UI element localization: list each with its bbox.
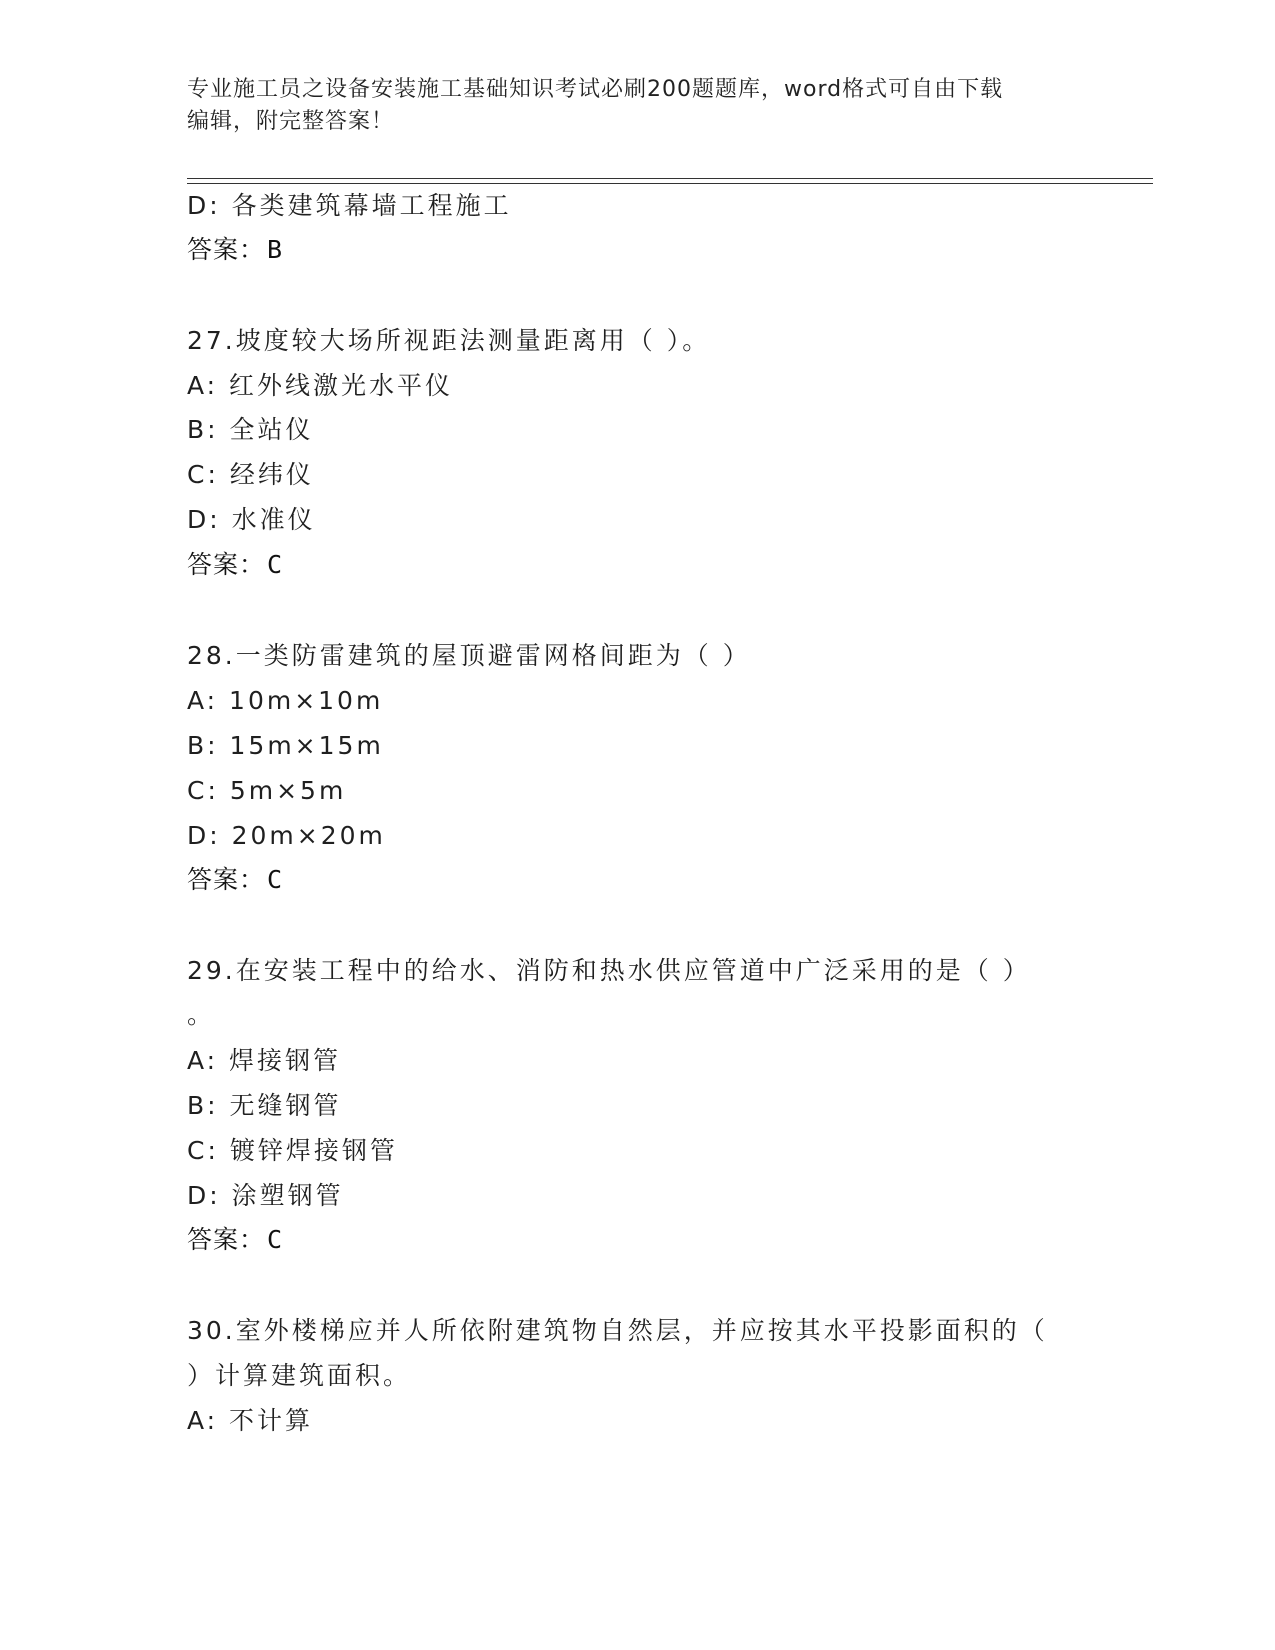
q27-stem: 27.坡度较大场所视距法测量距离用（ ）。	[187, 326, 711, 355]
answer-label: 答案：	[187, 865, 266, 894]
header-divider-top	[187, 178, 1153, 179]
q27-option-c: C: 经纬仪	[187, 460, 314, 489]
answer-label: 答案：	[187, 1225, 266, 1254]
q29-answer	[187, 1224, 282, 1256]
document-header	[187, 74, 1067, 138]
answer-value: C	[267, 1225, 283, 1254]
prev-option-d: D: 各类建筑幕墙工程施工	[187, 191, 512, 220]
q30-stem-line-1: 30.室外楼梯应并人所依附建筑物自然层，并应按其水平投影面积的（	[187, 1316, 1048, 1345]
q28-option-b: B: 15m×15m	[187, 731, 384, 760]
q27-option-d: D: 水准仪	[187, 505, 316, 534]
header-divider-bottom	[187, 183, 1153, 184]
q28-option-a: A: 10m×10m	[187, 686, 384, 715]
q29-stem-line-1: 29.在安装工程中的给水、消防和热水供应管道中广泛采用的是（ ）	[187, 956, 1031, 985]
q27-option-b: B: 全站仪	[187, 415, 314, 444]
q28-stem: 28.一类防雷建筑的屋顶避雷网格间距为（ ）	[187, 641, 751, 670]
q30-option-a: A: 不计算	[187, 1406, 314, 1435]
q29-option-c: C: 镀锌焊接钢管	[187, 1136, 398, 1165]
q28-answer	[187, 864, 282, 896]
answer-value: C	[267, 865, 283, 894]
q27-option-a: A: 红外线激光水平仪	[187, 371, 454, 400]
q29-stem-line-2: 。	[187, 1000, 216, 1029]
q29-option-b: B: 无缝钢管	[187, 1091, 342, 1120]
prev-answer	[187, 234, 282, 266]
header-title-line-1: 专业施工员之设备安装施工基础知识考试必刷200题题库，word格式可自由下载	[187, 77, 1004, 102]
answer-label: 答案：	[187, 235, 266, 264]
q29-option-d: D: 涂塑钢管	[187, 1181, 344, 1210]
q30-stem-line-2: ）计算建筑面积。	[187, 1361, 412, 1390]
header-title-line-2: 编辑，附完整答案！	[187, 109, 395, 134]
q28-option-c: C: 5m×5m	[187, 776, 347, 805]
q27-answer	[187, 549, 282, 581]
q28-option-d: D: 20m×20m	[187, 821, 386, 850]
q29-option-a: A: 焊接钢管	[187, 1046, 342, 1075]
answer-label: 答案：	[187, 550, 266, 579]
answer-value: C	[267, 550, 283, 579]
answer-value: B	[267, 235, 283, 264]
